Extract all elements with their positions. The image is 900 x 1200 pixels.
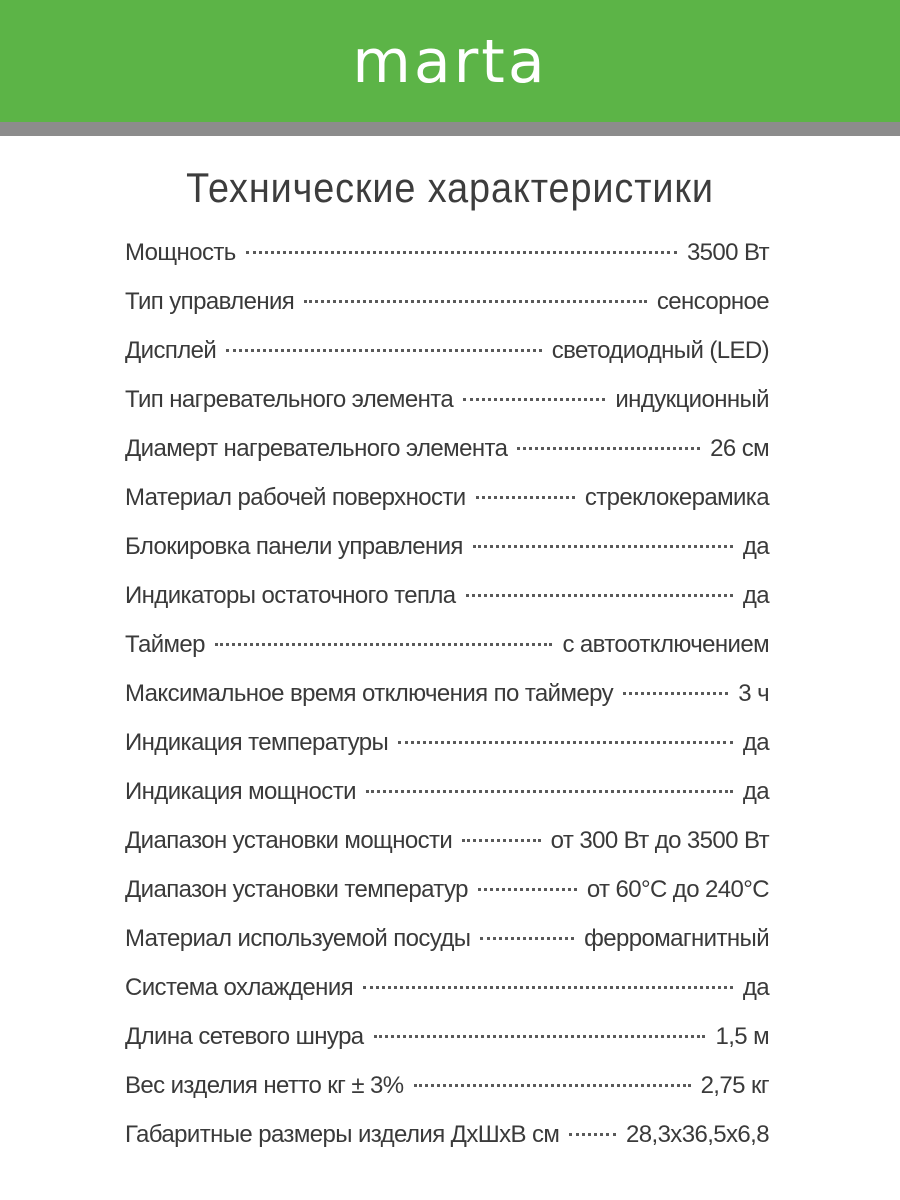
header-stripe: [0, 122, 900, 136]
spec-row-residual-heat: [125, 571, 769, 620]
dot-leader: [476, 496, 575, 499]
spec-row-cookware: [125, 914, 769, 963]
spec-row-dimensions: [125, 1110, 769, 1159]
spec-value: ферромагнитный: [584, 925, 769, 952]
dot-leader: [398, 741, 733, 744]
spec-row-surface-material: [125, 473, 769, 522]
spec-label: Вес изделия нетто кг ± 3%: [125, 1072, 404, 1099]
spec-value: сенсорное: [656, 288, 769, 315]
spec-label: Тип управления: [125, 288, 295, 315]
spec-value: да: [742, 582, 769, 609]
spec-row-cooling: [125, 963, 769, 1012]
spec-row-heating-type: [125, 375, 769, 424]
spec-value: индукционный: [615, 386, 769, 413]
spec-row-heating-diameter: [125, 424, 769, 473]
spec-value: да: [742, 974, 769, 1001]
spec-row-display: [125, 326, 769, 375]
spec-label: Материал используемой посуды: [125, 925, 471, 952]
spec-row-temp-range: [125, 865, 769, 914]
spec-value: стреклокерамика: [584, 484, 769, 511]
spec-label: Диапазон установки температур: [125, 876, 468, 903]
dot-leader: [215, 643, 553, 646]
dot-leader: [517, 447, 700, 450]
spec-row-power-indication: [125, 767, 769, 816]
spec-row-timer-max: [125, 669, 769, 718]
spec-label: Блокировка панели управления: [125, 533, 463, 560]
spec-label: Индикация мощности: [125, 778, 356, 805]
spec-value: 3 ч: [738, 680, 769, 707]
spec-value: 28,3х36,5х6,8: [626, 1121, 769, 1148]
spec-label: Тип нагревательного элемента: [125, 386, 454, 413]
dot-leader: [623, 692, 728, 695]
spec-label: Длина сетевого шнура: [125, 1023, 364, 1050]
spec-list: [125, 228, 769, 1159]
spec-row-control-type: [125, 277, 769, 326]
spec-row-cord-length: [125, 1012, 769, 1061]
dot-leader: [466, 594, 733, 597]
dot-leader: [374, 1035, 706, 1038]
spec-label: Индикаторы остаточного тепла: [125, 582, 456, 609]
spec-label: Индикация температуры: [125, 729, 389, 756]
spec-row-timer: [125, 620, 769, 669]
spec-value: с автоотключением: [562, 631, 769, 658]
spec-value: 2,75 кг: [700, 1072, 769, 1099]
spec-value: от 300 Вт до 3500 Вт: [550, 827, 769, 854]
spec-label: Таймер: [125, 631, 205, 658]
brand-logo: marta: [352, 27, 548, 97]
dot-leader: [569, 1133, 616, 1136]
dot-leader: [366, 790, 733, 793]
dot-leader: [246, 251, 677, 254]
spec-label: Диапазон установки мощности: [125, 827, 453, 854]
page-title: Технические характеристики: [186, 164, 714, 211]
header-banner: [0, 0, 900, 122]
dot-leader: [478, 888, 577, 891]
dot-leader: [473, 545, 733, 548]
spec-value: да: [742, 533, 769, 560]
spec-row-weight: [125, 1061, 769, 1110]
spec-value: да: [742, 729, 769, 756]
spec-value: 3500 Вт: [686, 239, 769, 266]
spec-row-power-range: [125, 816, 769, 865]
spec-label: Максимальное время отключения по таймеру: [125, 680, 614, 707]
spec-row-panel-lock: [125, 522, 769, 571]
spec-label: Мощность: [125, 239, 236, 266]
dot-leader: [480, 937, 574, 940]
spec-value: да: [742, 778, 769, 805]
dot-leader: [363, 986, 733, 989]
dot-leader: [226, 349, 542, 352]
spec-label: Система охлаждения: [125, 974, 354, 1001]
dot-leader: [462, 839, 540, 842]
dot-leader: [463, 398, 605, 401]
dot-leader: [414, 1084, 691, 1087]
spec-label: Диамерт нагревательного элемента: [125, 435, 508, 462]
spec-value: светодиодный (LED): [551, 337, 769, 364]
spec-value: от 60°С до 240°С: [586, 876, 769, 903]
dot-leader: [304, 300, 647, 303]
spec-label: Габаритные размеры изделия ДхШхВ см: [125, 1121, 560, 1148]
spec-value: 26 см: [710, 435, 769, 462]
spec-row-power: [125, 228, 769, 277]
spec-row-temp-indication: [125, 718, 769, 767]
spec-label: Дисплей: [125, 337, 217, 364]
spec-value: 1,5 м: [715, 1023, 769, 1050]
spec-label: Материал рабочей поверхности: [125, 484, 466, 511]
